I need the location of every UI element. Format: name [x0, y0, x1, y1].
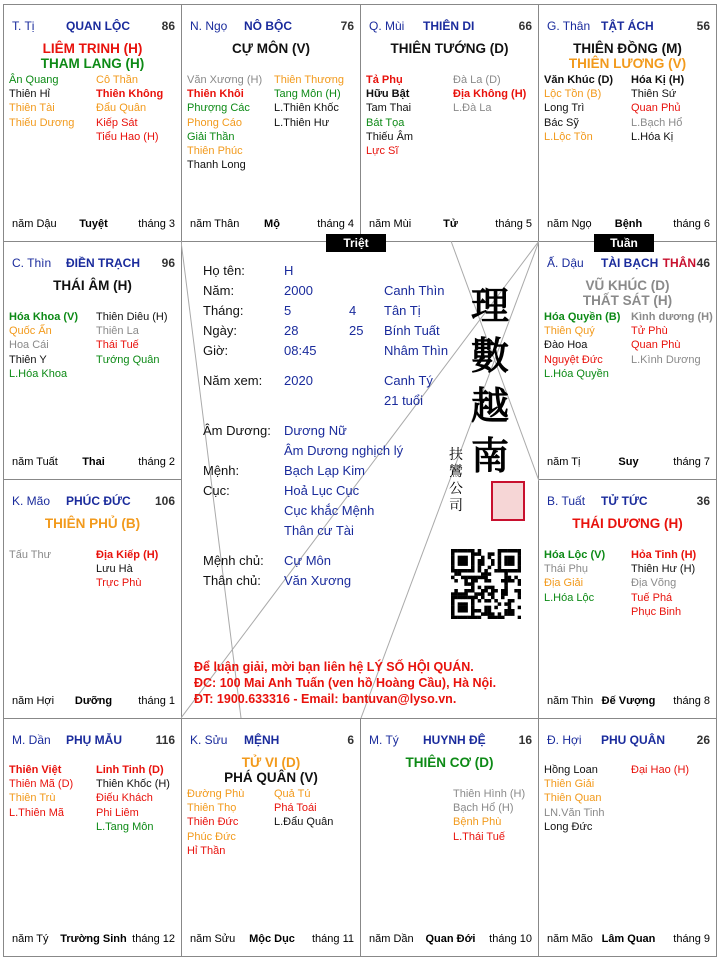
palace-number: 96 — [161, 256, 175, 270]
label-nam: Năm: — [203, 283, 235, 298]
minor-star: Tam Thai — [366, 102, 412, 115]
contact-line-1: Để luận giải, mời bạn liên hệ LÝ SỐ HỘI QUÁN. — [194, 660, 474, 674]
value-nam: 2000 — [284, 283, 313, 298]
minor-star: Hoa Cái — [9, 339, 49, 352]
minor-star: Tang Môn (H) — [274, 88, 341, 101]
minor-star: Thiên Quý — [544, 325, 595, 338]
palace-name: MỆNH — [244, 733, 280, 747]
minor-star: Tuế Phá — [631, 591, 673, 604]
minor-star: Thiên Quan — [544, 792, 602, 805]
palace-month: tháng 3 — [138, 218, 175, 230]
minor-star: Địa Không (H) — [453, 88, 527, 101]
palace-footer — [12, 217, 175, 231]
minor-star: Thiên Đức — [187, 816, 239, 829]
palace-footer — [369, 217, 532, 231]
palace-branch: Q. Mùi — [369, 19, 405, 33]
minor-star: Thiên Diêu (H) — [96, 311, 168, 323]
minor-star: Hỉ Thần — [187, 844, 226, 857]
minor-star: Thái Phụ — [544, 563, 589, 576]
minor-stars-left — [9, 310, 78, 381]
calligraphy-char-4: 南 — [471, 433, 510, 478]
palace-footer — [190, 217, 354, 231]
minor-stars-left — [187, 787, 244, 858]
palace-month: tháng 12 — [132, 933, 175, 945]
palace-header — [369, 19, 532, 35]
value-thang: 5 — [284, 303, 292, 318]
minor-star: Thiên Hỉ — [9, 88, 50, 101]
minor-star: Bạch Hổ (H) — [453, 802, 514, 815]
minor-star: Giải Thần — [187, 130, 235, 143]
palace-number: 116 — [155, 733, 175, 747]
contact-line-3: ĐT: 1900.633316 - Email: bantuvan@lyso.vn. — [194, 692, 457, 706]
palace-tuat[interactable] — [538, 479, 717, 719]
main-star: PHÁ QUÂN (V) — [224, 770, 318, 785]
value-ngay: 28 — [284, 323, 299, 338]
palace-phase: Bệnh — [614, 218, 643, 230]
value-thang-can: Tân Tị — [384, 303, 421, 318]
minor-star: Kiếp Sát — [96, 116, 138, 129]
palace-year: năm Mùi — [369, 218, 412, 230]
palace-hoi[interactable] — [538, 718, 717, 957]
value-cuc-2: Cục khắc Mệnh — [284, 503, 375, 518]
minor-star: L.Tang Môn — [96, 820, 154, 833]
red-seal-stamp — [491, 481, 525, 521]
minor-star: L.Kình Dương — [631, 353, 701, 366]
minor-star: Thiên Giải — [544, 778, 595, 791]
palace-ngo[interactable] — [181, 4, 361, 242]
palace-month: tháng 10 — [489, 933, 532, 945]
minor-star: L.Thái Tuế — [453, 830, 505, 843]
minor-stars-left — [187, 73, 262, 172]
triet-tag: Triệt — [326, 234, 386, 252]
minor-star: Hữu Bật — [366, 88, 410, 101]
minor-star: Bác Sỹ — [544, 116, 579, 129]
palace-footer — [12, 455, 175, 469]
minor-stars-right — [453, 787, 525, 844]
palace-phase: Quan Đới — [425, 933, 476, 945]
minor-stars-right — [274, 73, 344, 130]
palace-thin[interactable] — [3, 241, 182, 480]
minor-star: Thiên Khốc (H) — [96, 778, 170, 791]
palace-number: 46 — [696, 256, 710, 270]
minor-star: Thiên Phúc — [187, 145, 243, 158]
minor-star: Long Trì — [544, 102, 585, 115]
minor-star: Đại Hao (H) — [631, 764, 690, 776]
minor-star: Thiên Hình (H) — [453, 788, 526, 800]
palace-year: năm Tuất — [12, 456, 58, 468]
palace-footer — [12, 932, 175, 946]
palace-branch: M. Dần — [12, 733, 51, 747]
palace-number: 76 — [340, 19, 354, 33]
palace-name: ĐIỀN TRẠCH — [66, 256, 140, 270]
calligraphy-char-1: 理 — [471, 283, 510, 328]
minor-star: Thiên Hư (H) — [631, 563, 696, 576]
minor-star: Phá Toái — [274, 802, 317, 815]
value-nam-xem: 2020 — [284, 373, 313, 388]
palace-name: TẬT ÁCH — [601, 19, 654, 33]
than-badge: THÂN — [662, 256, 696, 270]
main-star: THIÊN CƠ (D) — [405, 755, 494, 770]
palace-footer — [190, 932, 354, 946]
palace-dan[interactable] — [3, 718, 182, 957]
minor-star: Nguyệt Đức — [544, 353, 603, 366]
value-than-chu: Văn Xương — [284, 573, 352, 588]
palace-name: PHỤ MẪU — [66, 733, 122, 747]
palace-phase: Tuyệt — [79, 218, 108, 230]
main-star: TỬ VI (D) — [241, 755, 301, 770]
minor-stars-right — [274, 787, 333, 830]
minor-star: Thiên Mã (D) — [9, 778, 74, 791]
palace-header — [547, 19, 710, 35]
palace-number: 106 — [154, 494, 175, 508]
minor-star: Phong Cáo — [187, 116, 243, 129]
minor-star: Thiên Thương — [274, 74, 345, 86]
minor-star: Thiên Khôi — [187, 88, 244, 101]
label-ho-ten: Họ tên: — [203, 263, 245, 278]
center-info-panel — [181, 241, 539, 718]
tuan-tag: Tuần — [594, 234, 654, 252]
palace-branch: N. Ngọ — [190, 19, 228, 33]
minor-star: Đường Phù — [187, 788, 245, 800]
palace-year: năm Thân — [190, 218, 240, 230]
palace-header — [12, 19, 175, 35]
seal-char-4: 司 — [449, 498, 463, 514]
label-than-chu: Thân chủ: — [203, 573, 261, 588]
main-star: THIÊN ĐỒNG (M) — [573, 41, 682, 56]
minor-star: L.Hóa Khoa — [9, 367, 68, 380]
palace-year: năm Dậu — [12, 218, 57, 230]
minor-star: Thiên Y — [9, 353, 47, 366]
minor-star: Lực Sĩ — [366, 145, 399, 158]
palace-month: tháng 9 — [673, 933, 710, 945]
palace-number: 26 — [696, 733, 710, 747]
value-am-duong-2: Âm Dương nghịch lý — [284, 443, 404, 458]
palace-phase: Thai — [82, 456, 105, 468]
palace-header — [190, 733, 354, 749]
palace-year: năm Sửu — [190, 933, 236, 945]
minor-star: L.Bạch Hổ — [631, 116, 683, 129]
minor-star: Hóa Lộc (V) — [544, 549, 606, 561]
minor-stars-left — [544, 73, 613, 144]
minor-star: L.Đà La — [453, 102, 492, 115]
palace-header — [190, 19, 354, 35]
minor-star: Quan Phù — [631, 339, 681, 352]
label-ngay: Ngày: — [203, 323, 237, 338]
palace-footer — [547, 694, 710, 708]
seal-char-1: 扶 — [449, 447, 463, 463]
label-gio: Giờ: — [203, 343, 229, 358]
palace-header — [547, 733, 710, 749]
palace-number: 6 — [347, 733, 354, 747]
minor-stars-left — [366, 73, 413, 158]
palace-name: HUYNH ĐỆ — [423, 733, 486, 747]
palace-phase: Trường Sinh — [60, 933, 127, 945]
seal-text — [449, 447, 465, 515]
minor-star: Hóa Quyền (B) — [544, 311, 621, 323]
minor-stars-left — [9, 548, 51, 562]
minor-star: L.Đẩu Quân — [274, 816, 334, 829]
palace-footer — [547, 932, 710, 946]
minor-star: Hóa Kị (H) — [631, 74, 685, 86]
label-menh: Mệnh: — [203, 463, 240, 478]
palace-year: năm Tý — [12, 933, 49, 945]
minor-star: Quả Tú — [274, 788, 311, 800]
minor-star: Lưu Hà — [96, 563, 133, 576]
minor-star: Thiên Sứ — [631, 88, 677, 101]
main-star: THÁI DƯƠNG (H) — [572, 516, 683, 531]
main-star: THIÊN TƯỚNG (D) — [390, 41, 509, 56]
value-nam-can: Canh Thìn — [384, 283, 445, 298]
minor-star: Quan Phủ — [631, 102, 681, 115]
palace-month: tháng 7 — [673, 456, 710, 468]
minor-star: Địa Võng — [631, 577, 677, 590]
minor-stars-left — [9, 763, 73, 820]
palace-phase: Mộc Dục — [249, 933, 295, 945]
qr-code-icon[interactable] — [451, 549, 521, 619]
calligraphy-char-3: 越 — [471, 383, 510, 428]
minor-star: Trực Phù — [96, 577, 142, 590]
value-menh: Bạch Lạp Kim — [284, 463, 365, 478]
palace-ty[interactable] — [360, 718, 539, 957]
palace-branch: Ấ. Dậu — [547, 256, 584, 270]
minor-star: Điếu Khách — [96, 792, 153, 805]
palace-month: tháng 6 — [673, 218, 710, 230]
seal-char-2: 鸞 — [449, 464, 463, 480]
palace-phase: Đế Vượng — [601, 695, 656, 707]
minor-star: Thiên Tài — [9, 102, 55, 115]
minor-star: Tiểu Hao (H) — [96, 130, 159, 143]
minor-stars-right — [453, 73, 526, 116]
palace-than[interactable] — [538, 4, 717, 242]
minor-star: Hóa Khoa (V) — [9, 311, 79, 323]
palace-header — [12, 494, 175, 510]
minor-star: Linh Tinh (D) — [96, 764, 164, 776]
minor-stars-right — [96, 310, 168, 367]
palace-number: 36 — [696, 494, 710, 508]
palace-footer — [547, 217, 710, 231]
minor-star: Thiếu Dương — [9, 116, 75, 129]
palace-name: TỬ TỨC — [601, 494, 648, 508]
minor-star: Thanh Long — [187, 159, 246, 172]
palace-branch: G. Thân — [547, 19, 591, 33]
minor-star: Phi Liêm — [96, 806, 139, 819]
contact-line-2: ĐC: 100 Mai Anh Tuấn (ven hồ Hoàng Cầu), Hà Nội. — [194, 676, 497, 690]
minor-star: Thiếu Âm — [366, 130, 414, 143]
minor-stars-right — [631, 763, 689, 777]
palace-phase: Lâm Quan — [601, 933, 656, 945]
palace-header — [12, 733, 175, 749]
minor-star: Bệnh Phù — [453, 816, 502, 829]
palace-name: THIÊN DI — [423, 19, 475, 33]
minor-star: Cô Thần — [96, 74, 138, 86]
palace-phase: Suy — [618, 456, 639, 468]
palace-month: tháng 11 — [311, 933, 354, 945]
minor-star: Kình dương (H) — [631, 311, 713, 323]
palace-month: tháng 2 — [138, 456, 175, 468]
palace-year: năm Mão — [547, 933, 593, 945]
value-cuc-3: Thân cư Tài — [284, 523, 354, 538]
palace-number: 56 — [696, 19, 710, 33]
minor-star: Địa Kiếp (H) — [96, 549, 159, 561]
palace-header — [547, 494, 710, 510]
minor-star: Thiên Không — [96, 88, 164, 101]
minor-stars-left — [544, 548, 605, 605]
palace-phase: Dưỡng — [74, 695, 113, 707]
minor-star: L.Thiên Hư — [274, 116, 330, 129]
minor-stars-right — [96, 763, 170, 834]
palace-branch: K. Mão — [12, 494, 51, 508]
palace-month: tháng 1 — [138, 695, 175, 707]
main-star: CỰ MÔN (V) — [232, 41, 310, 56]
main-star: THAM LANG (H) — [40, 56, 145, 71]
minor-stars-right — [96, 73, 163, 144]
value-am-duong-1: Dương Nữ — [284, 423, 347, 438]
palace-month: tháng 4 — [317, 218, 354, 230]
main-star: THIÊN LƯƠNG (V) — [568, 56, 687, 71]
palace-suu[interactable] — [181, 718, 361, 957]
minor-star: Văn Xương (H) — [187, 74, 263, 86]
main-star: THÁI ÂM (H) — [53, 278, 132, 293]
value-nam-xem-can: Canh Tý — [384, 373, 433, 388]
minor-star: Tướng Quân — [96, 353, 160, 366]
palace-branch: K. Sửu — [190, 733, 228, 747]
value-tuoi: 21 tuổi — [384, 393, 424, 408]
minor-stars-right — [631, 73, 684, 144]
palace-ti[interactable] — [3, 4, 182, 242]
palace-number: 16 — [518, 733, 532, 747]
minor-star: Lộc Tồn (B) — [544, 88, 602, 101]
palace-header — [547, 256, 710, 272]
minor-star: Thiên La — [96, 325, 139, 338]
palace-branch: M. Tý — [369, 733, 399, 747]
palace-name: PHÚC ĐỨC — [66, 494, 131, 508]
palace-branch: T. Tị — [12, 19, 35, 33]
value-ngay-can: Bính Tuất — [384, 323, 440, 338]
palace-name: NÔ BỘC — [244, 19, 292, 33]
minor-star: L.Thiên Khốc — [274, 102, 339, 115]
label-menh-chu: Mệnh chủ: — [203, 553, 264, 568]
palace-year: năm Ngọ — [547, 218, 592, 230]
seal-char-3: 公 — [449, 481, 463, 497]
palace-name: PHU QUÂN — [601, 733, 666, 747]
palace-footer — [12, 694, 175, 708]
palace-number: 66 — [518, 19, 532, 33]
value-cuc-1: Hoả Lục Cục — [284, 483, 360, 498]
minor-star: Tả Phụ — [366, 74, 403, 86]
label-am-duong: Âm Dương: — [203, 423, 271, 438]
main-star: VŨ KHÚC (D) — [585, 278, 670, 293]
minor-star: Hỏa Tinh (H) — [631, 549, 697, 561]
palace-header — [12, 256, 175, 272]
minor-star: Thiên Thọ — [187, 802, 237, 815]
palace-year: năm Tị — [547, 456, 581, 468]
main-star: LIÊM TRINH (H) — [42, 41, 143, 56]
palace-branch: Đ. Hợi — [547, 733, 582, 747]
minor-star: L.Hóa Quyền — [544, 367, 609, 380]
label-thang: Tháng: — [203, 303, 244, 318]
main-star: THIÊN PHỦ (B) — [44, 516, 141, 531]
minor-star: Phượng Các — [187, 102, 250, 115]
value-menh-chu: Cự Môn — [284, 553, 331, 568]
palace-footer — [547, 455, 710, 469]
palace-footer — [369, 932, 532, 946]
minor-star: Đẩu Quân — [96, 102, 147, 115]
minor-star: Tử Phù — [631, 325, 668, 338]
palace-name: TÀI BẠCH — [601, 256, 659, 270]
minor-star: Quốc Ấn — [9, 325, 52, 338]
value-ho-ten: H — [284, 263, 294, 278]
palace-year: năm Hợi — [12, 695, 55, 707]
palace-year: năm Thìn — [547, 695, 594, 707]
minor-star: Đà La (D) — [453, 74, 501, 86]
palace-branch: C. Thìn — [12, 256, 52, 270]
main-star: THẤT SÁT (H) — [582, 293, 673, 308]
minor-star: Thiên Trù — [9, 792, 56, 805]
minor-star: Phục Binh — [631, 605, 682, 618]
palace-phase: Tử — [443, 218, 458, 230]
minor-star: L.Thiên Mã — [9, 806, 65, 819]
minor-star: Long Đức — [544, 820, 593, 833]
minor-star: Bát Tọa — [366, 116, 405, 129]
minor-star: Phúc Đức — [187, 830, 236, 843]
palace-mui[interactable] — [360, 4, 539, 242]
palace-month: tháng 8 — [673, 695, 710, 707]
palace-year: năm Dần — [369, 933, 414, 945]
minor-star: L.Lộc Tồn — [544, 130, 593, 143]
minor-star: Địa Giải — [544, 577, 584, 590]
palace-branch: B. Tuất — [547, 494, 586, 508]
minor-star: L.Hóa Kị — [631, 130, 674, 143]
minor-star: Thiên Việt — [9, 764, 62, 776]
palace-month: tháng 5 — [495, 218, 532, 230]
value-ngay-am: 25 — [349, 323, 364, 338]
palace-name: QUAN LỘC — [66, 19, 130, 33]
value-gio: 08:45 — [284, 343, 317, 358]
palace-mao[interactable] — [3, 479, 182, 719]
palace-dau[interactable] — [538, 241, 717, 480]
minor-star: Tấu Thư — [9, 549, 52, 561]
palace-header — [369, 733, 532, 749]
minor-stars-right — [631, 310, 713, 367]
label-cuc: Cục: — [203, 483, 230, 498]
minor-star: Ân Quang — [9, 74, 59, 86]
minor-stars-right — [96, 548, 158, 591]
minor-star: L.Hóa Lộc — [544, 591, 595, 604]
minor-star: Thái Tuế — [96, 339, 139, 352]
minor-stars-left — [544, 763, 605, 834]
value-gio-can: Nhâm Thìn — [384, 343, 449, 358]
minor-star: Đào Hoa — [544, 339, 588, 352]
calligraphy-char-2: 數 — [471, 333, 510, 378]
minor-star: Văn Khúc (D) — [544, 74, 614, 86]
minor-star: Hồng Loan — [544, 764, 598, 776]
minor-stars-left — [9, 73, 74, 130]
minor-star: LN.Văn Tinh — [544, 806, 605, 819]
palace-phase: Mộ — [264, 218, 280, 230]
label-nam-xem: Năm xem: — [203, 373, 263, 388]
minor-stars-left — [544, 310, 620, 381]
value-thang-am: 4 — [349, 303, 357, 318]
minor-stars-right — [631, 548, 696, 619]
palace-number: 86 — [161, 19, 175, 33]
